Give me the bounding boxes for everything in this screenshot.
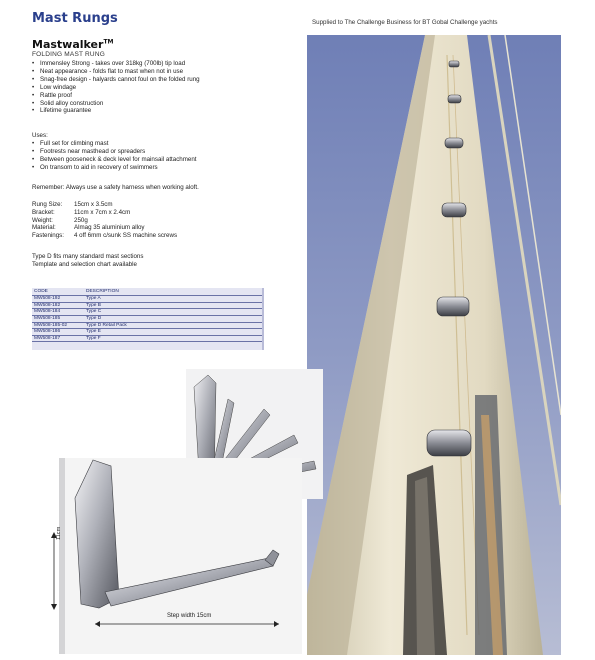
height-dimension-label: 11cm [56,526,62,540]
product-code-table [32,288,264,350]
fit-notes [32,253,143,269]
feature-item: • Lifetime guarantee [32,107,200,115]
mast-photo-illustration [307,35,561,655]
description-cell: Type C [84,309,264,316]
table-row [32,315,264,322]
product-name-text: Mastwalker [32,38,104,51]
description-cell: Type D Retail Pack [84,322,264,329]
spec-label: Weight: [32,216,53,224]
mast-rung-photo [59,458,302,654]
uses-heading: Uses: [32,132,48,139]
feature-item: • Low windage [32,84,200,92]
code-cell: MW508-186 [32,329,84,336]
spec-row [32,217,177,225]
code-cell: MW508-184 [32,309,84,316]
spec-label: Rung Size: [32,201,63,208]
trademark-mark: TM [103,38,114,46]
description-cell: Type A [84,296,264,303]
note-line: Type D fits many standard mast sections [32,253,144,260]
table-row [32,309,264,316]
feature-item: • Immensley Strong - takes over 318kg (700lb) tip load [32,60,200,68]
code-cell: MW508-185 [32,315,84,322]
feature-item: • Solid alloy construction [32,100,200,108]
code-cell: MW508-192 [32,296,84,303]
height-dimension-marker [50,532,58,612]
uses-list [32,140,197,172]
page-title: Mast Rungs [32,11,118,26]
product-name [32,38,114,51]
spec-value: 4 off 6mm c/sunk SS machine screws [74,232,178,240]
table-row [32,329,264,336]
description-header: DESCRIPTION [84,288,264,296]
safety-reminder: Remember: Always use a safety harness when working aloft. [32,184,199,191]
feature-list [32,60,200,115]
table-row [32,335,264,342]
feature-item: • Rattle proof [32,92,200,100]
mast-rung [448,95,461,103]
product-heading [32,38,114,58]
code-header: CODE [32,288,84,296]
use-item: • On transom to aid in recovery of swimmers [32,164,197,172]
product-subtitle: FOLDING MAST RUNG [32,51,105,58]
spec-row [32,209,177,217]
spec-row [32,224,177,232]
use-item: • Between gooseneck & deck level for mainsail attachment [32,156,197,164]
spec-row [32,232,177,240]
codes-header-row [32,288,264,296]
feature-item: • Neat appearance - folds flat to mast when not in use [32,68,200,76]
mast-rung-illustration [59,458,302,654]
description-cell: Type E [84,329,264,336]
mast-rung [437,297,469,316]
description-cell: Type F [84,335,264,342]
spec-label: Bracket: [32,208,55,216]
code-cell: MW508-185-02 [32,322,84,329]
mast-photo [307,35,561,655]
spec-table [32,201,177,240]
description-cell: Type D [84,315,264,322]
note-line: Template and selection chart available [32,260,137,268]
table-row [32,322,264,329]
spec-value: 250g [74,216,88,224]
mast-rung [427,430,471,456]
feature-item: • Snag-free design - halyards cannot foul on the folded rung [32,76,200,84]
description-cell: Type B [84,302,264,309]
table-edge-shade [262,288,264,350]
spec-value: Almag 35 aluminium alloy [74,224,145,232]
supplied-note: Supplied to The Challenge Business for BT Gobal Challenge yachts [312,19,498,26]
spec-label: Material: [32,224,56,232]
mast-rung [445,138,463,148]
use-item: • Full set for climbing mast [32,140,197,148]
table-row [32,296,264,303]
codes-grid [32,288,264,342]
width-dimension-label: Step width 15cm [167,613,212,619]
spec-row [32,201,177,209]
code-cell: MW508-187 [32,335,84,342]
mast-rung [449,61,459,67]
spec-label: Fastenings: [32,232,64,240]
mast-wall [59,458,65,654]
mast-rung [442,203,466,217]
use-item: • Footrests near masthead or spreaders [32,148,197,156]
code-cell: MW508-182 [32,302,84,309]
spec-value: 11cm x 7cm x 2.4cm [74,208,131,216]
spec-value: 15cm x 3.5cm [74,201,113,208]
table-row [32,302,264,309]
